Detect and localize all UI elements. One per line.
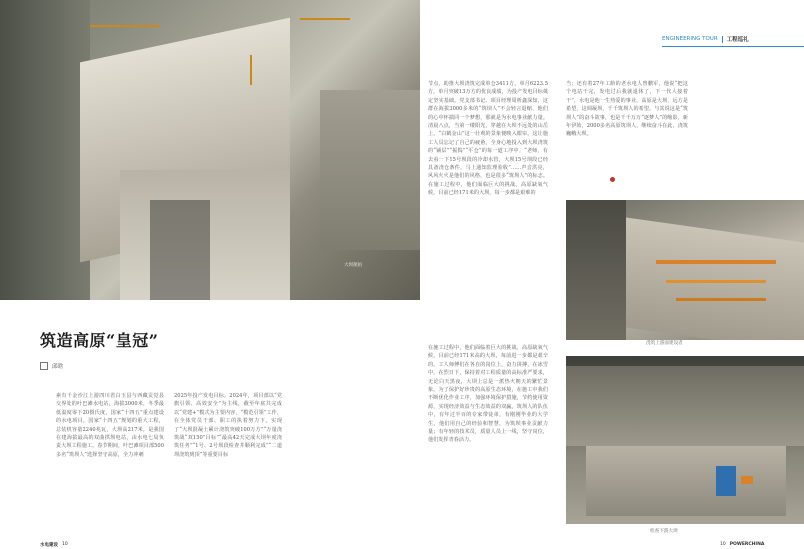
footer-left	[40, 542, 68, 548]
column-1: 素有千金沙江上游四川省白玉县与西藏贡觉县交界处的叶巴滩水电站，海拔3000米，冬季最低温度零下20摄氏度，国家“十四五”重点建设的水电项目，国家“十四五”规划的重大工程，总装机容量2240兆瓦，大坝高217米，是我国在建海拔最高的双曲拱坝电站，由水电七局负责大坝工程施工。春节期间，叶巴滩项目部500多名“筑坝人”选择坚守高原，全力冲刺	[56, 393, 164, 458]
column-2: 2025年投产发电目标。2024年，项目部以“党旗引领、高效安全”为主线，截至年底共完成以“党建+”模式为主要内容，“模范引领”工作，在全体党员干部、职工的执着努力下，实现了“大坝混凝土累计浇筑突破100万方”“万量浇筑战“双150”目标”“最高42天完成大坝年度浇筑任务”“1号、2号坝段检查井顺利完成”“二道坝浇筑到顶”等重要目标	[174, 393, 282, 458]
header-rule	[662, 46, 804, 47]
end-mark-icon	[610, 177, 615, 182]
author-box-icon	[40, 362, 48, 370]
footer-page-right: 10	[720, 542, 726, 547]
column-3: 节点，助推大坝浇筑完成单仓3411方，单月6223.5方，单月突破13万方的优良成绩，为投产发电目标奠定坚实基础。党支部书记、项目经理周析鑫深知，这群在海拔3000多米的“筑坝人”不会轻言退缩，他们的心中怀揣同一个梦想，那就是为水电事业献力量。清晨八点，当第一缕阳光，穿越在大坝不远处的山岳上，“白鹤金山”这一壮观的景象便映入眼帘。这让施工人员忘记了自己的疲惫，全身心地投入到大坝浇筑的“铺层”“振捣”“平仓”的每一道工序中。“老师，有去看一下15号坝段的冷却水管，大坝15号坝段已经具备浇仓条件，马上通知监理验收”……声音洪亮，风风火火是他们的风格，也是很多“筑坝人”的标志。在施工过程中，他们面临巨大的挑战。高原缺氧气候，目前已经171米的大坝，每一步都是艰难的	[428, 81, 548, 197]
photo-upper-caption: 浇筑上游面建设者	[646, 341, 683, 346]
workers-photo-upper	[566, 200, 804, 340]
main-dam-photo	[0, 0, 420, 300]
footer-right	[720, 542, 764, 547]
footer-magazine-right: POWERCHINA	[729, 542, 765, 547]
section-en: ENGINEERING TOUR	[662, 36, 718, 42]
main-photo-caption: 大坝航拍	[344, 263, 363, 268]
footer-page-left: 10	[62, 542, 68, 547]
footer-magazine-left: 水电建设	[40, 543, 58, 548]
section-header	[662, 35, 749, 43]
downstream-photo	[566, 356, 804, 524]
author-name: 邱晗	[52, 364, 64, 370]
column-4: 在施工过程中，他们面临着巨大的挑战，高原缺氧气候，目前已经171米高的大坝，每前进一步都是艰辛的。工人师傅们在各自的岗位上，奋力拼搏，在冰雪中，在烈日下，保持着对工程质量的高标准严要求，无论白天黑夜，大坝上总是一派热火朝天的繁忙景象。为了保护好珍贵的高原生态环境，在施工中我们不断优化作业工序，加强环境保护措施，节约使用资源，实现经济效益与生态效益的双赢。筑坝人的队伍中，有年过半百的专家带徒弟，有刚刚毕业的大学生，他们用自己的经验和智慧，为筑坝事业贡献力量；有年轻的技术员，质量人员上一线，坚守岗位，他们发挥青春活力。	[428, 345, 548, 444]
author-line	[40, 362, 63, 370]
article-title: 筑造高原“皇冠”	[40, 331, 159, 350]
photo-bottom-caption: 检查下游大坝	[650, 529, 678, 534]
section-cn: 工程巡礼	[726, 37, 749, 43]
column-5: 当；还有着27年工龄的老水电人曾鹏军，他说“把这个电站干完，发电过后我就退休了，下一代人接着干”，水电是他一生热爱的事业。高原是大坝，远方是希望，这调凝坝，千千筑坝人的希望。与其说这是“筑坝人”的奋斗故事，也是千千万万“逐梦人”的缩影，新年伊始，2000多名高原筑坝人，继续奋斗在此，浇筑巍峨大坝。	[566, 81, 688, 138]
